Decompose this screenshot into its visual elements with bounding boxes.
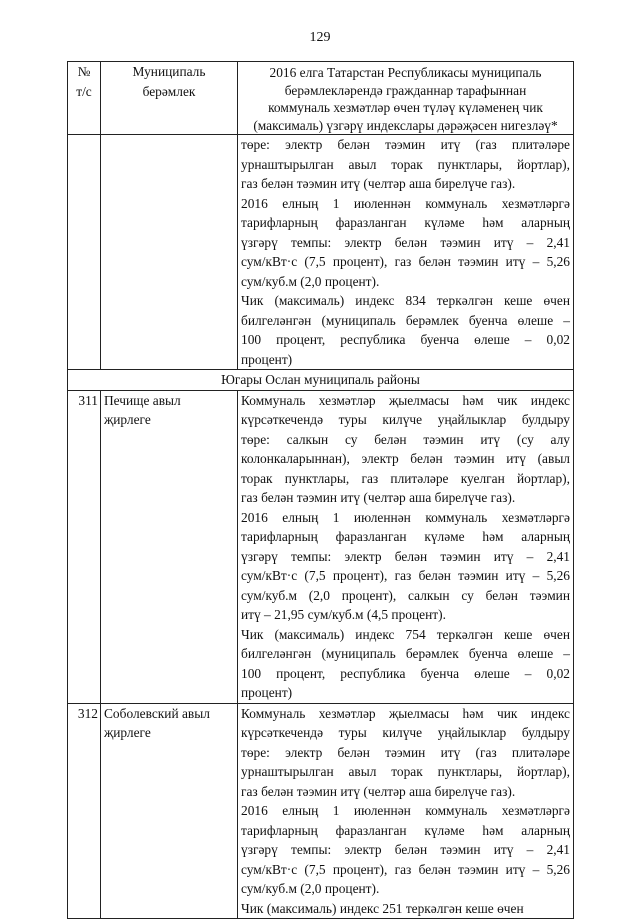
header-justification: 2016 елга Татарстан Республикасы муниципаль берәмлекләрендә гражданнар тарафыннан коммуналь хезмәтләр өчен түләү күләменең чик (максималь) үзгәрү индекслары дәрәҗәсен нигезләү*	[238, 62, 574, 135]
paragraph	[241, 291, 570, 369]
text-line: урнаштырылган авыл торак пунктлары, йортлар),	[241, 156, 570, 172]
paragraph	[241, 625, 570, 703]
text-line: Чик (максималь) индекс 251 теркәлгән кеше өчен	[241, 900, 524, 916]
tariff-index-table	[67, 61, 574, 919]
row-number: 311	[68, 390, 101, 703]
header-municipality: Муниципаль берәмлек	[101, 62, 238, 135]
text-line: тарифларның фаразланган күләме һәм аларның	[241, 215, 570, 230]
row-municipality: Соболевский авыл җирлеге	[101, 703, 238, 919]
text-line: процент)	[241, 351, 293, 367]
text-line: 2016 елның 1 июленнән коммуналь хезмәтләргә	[241, 509, 570, 525]
text-line: газ белән тәэмин итү (челтәр аша бирелүче газ).	[241, 176, 516, 191]
paragraph	[241, 135, 570, 194]
text-line: күрсәткечендә туры килүче уңайлыклар булдыру	[241, 725, 570, 740]
text-line: урнаштырылган авыл торак пунктлары, йортлар),	[241, 764, 570, 779]
table-row	[68, 390, 574, 703]
row-justification	[238, 390, 574, 703]
text-line: тарифларның фаразланган күләме һәм аларның	[241, 529, 570, 544]
text-line: газ белән тәэмин итү (челтәр аша бирелүче газ).	[241, 783, 516, 799]
text-line: төре: электр белән тәэмин итү (газ плитәләре	[241, 744, 570, 760]
text-line: процент)	[241, 685, 293, 700]
text-line: торак пунктлары, газ плитәләре куелган йортлар),	[241, 470, 570, 486]
text-line: төре: электр белән тәэмин итү (газ плитәләре	[241, 137, 570, 152]
row-municipality: Печище авыл җирлеге	[101, 390, 238, 703]
text-line: газ белән тәэмин итү (челтәр аша бирелүче газ).	[241, 490, 516, 505]
text-line: сум/куб.м (2,0 процент).	[241, 273, 380, 289]
text-line: сум/куб.м (2,0 процент).	[241, 881, 380, 896]
region-row	[68, 370, 574, 391]
text-line: колонкаларыннан), электр белән тәэмин итү (авыл	[241, 451, 570, 466]
paragraph	[241, 801, 570, 899]
text-line: Коммуналь хезмәтләр җыелмасы һәм чик индекс	[241, 392, 570, 408]
text-line: үзгәрү темпы: электр белән тәэмин итү – 2,41	[241, 548, 570, 564]
text-line: сум/куб.м (2,0 процент), салкын су белән тәэмин	[241, 587, 570, 603]
text-line: итү – 21,95 сум/куб.м (4,5 процент).	[241, 607, 446, 622]
region-title: Югары Ослан муниципаль районы	[68, 370, 574, 391]
paragraph	[241, 899, 570, 919]
row-number: 312	[68, 703, 101, 919]
continuation-text	[238, 135, 574, 370]
text-line: 100 процент, республика буенча өлеше – 0,02	[241, 665, 570, 681]
text-line: күрсәткечендә туры килүче уңайлыклар булдыру	[241, 412, 570, 427]
text-line: билгеләнгән (муниципаль берәмлек буенча өлеше –	[241, 312, 570, 328]
page-number: 129	[309, 30, 331, 45]
row-justification	[238, 703, 574, 919]
continuation-row	[68, 135, 574, 370]
table-header-row	[68, 62, 574, 135]
paragraph	[241, 704, 570, 802]
text-line: үзгәрү темпы: электр белән тәэмин итү – 2,41	[241, 234, 570, 250]
table-row	[68, 703, 574, 919]
text-line: сум/кВт·с (7,5 процент), газ белән тәэмин итү – 5,26	[241, 861, 570, 877]
text-line: төре: салкын су белән тәэмин итү (су алу	[241, 431, 570, 447]
text-line: сум/кВт·с (7,5 процент), газ белән тәэмин итү – 5,26	[241, 254, 570, 269]
paragraph	[241, 391, 570, 508]
text-line: 2016 елның 1 июленнән коммуналь хезмәтләргә	[241, 803, 570, 818]
header-number: № т/с	[68, 62, 101, 135]
text-line: 100 процент, республика буенча өлеше – 0,02	[241, 332, 570, 347]
text-line: үзгәрү темпы: электр белән тәэмин итү – 2,41	[241, 842, 570, 857]
text-line: билгеләнгән (муниципаль берәмлек буенча өлеше –	[241, 646, 570, 661]
text-line: Коммуналь хезмәтләр җыелмасы һәм чик индекс	[241, 705, 570, 721]
text-line: сум/кВт·с (7,5 процент), газ белән тәэмин итү – 5,26	[241, 568, 570, 583]
paragraph	[241, 508, 570, 625]
text-line: тарифларның фаразланган күләме һәм аларның	[241, 822, 570, 838]
text-line: 2016 елның 1 июленнән коммуналь хезмәтләргә	[241, 195, 570, 211]
text-line: Чик (максималь) индекс 754 теркәлгән кеше өчен	[241, 626, 570, 642]
paragraph	[241, 194, 570, 292]
text-line: Чик (максималь) индекс 834 теркәлгән кеше өчен	[241, 293, 570, 308]
